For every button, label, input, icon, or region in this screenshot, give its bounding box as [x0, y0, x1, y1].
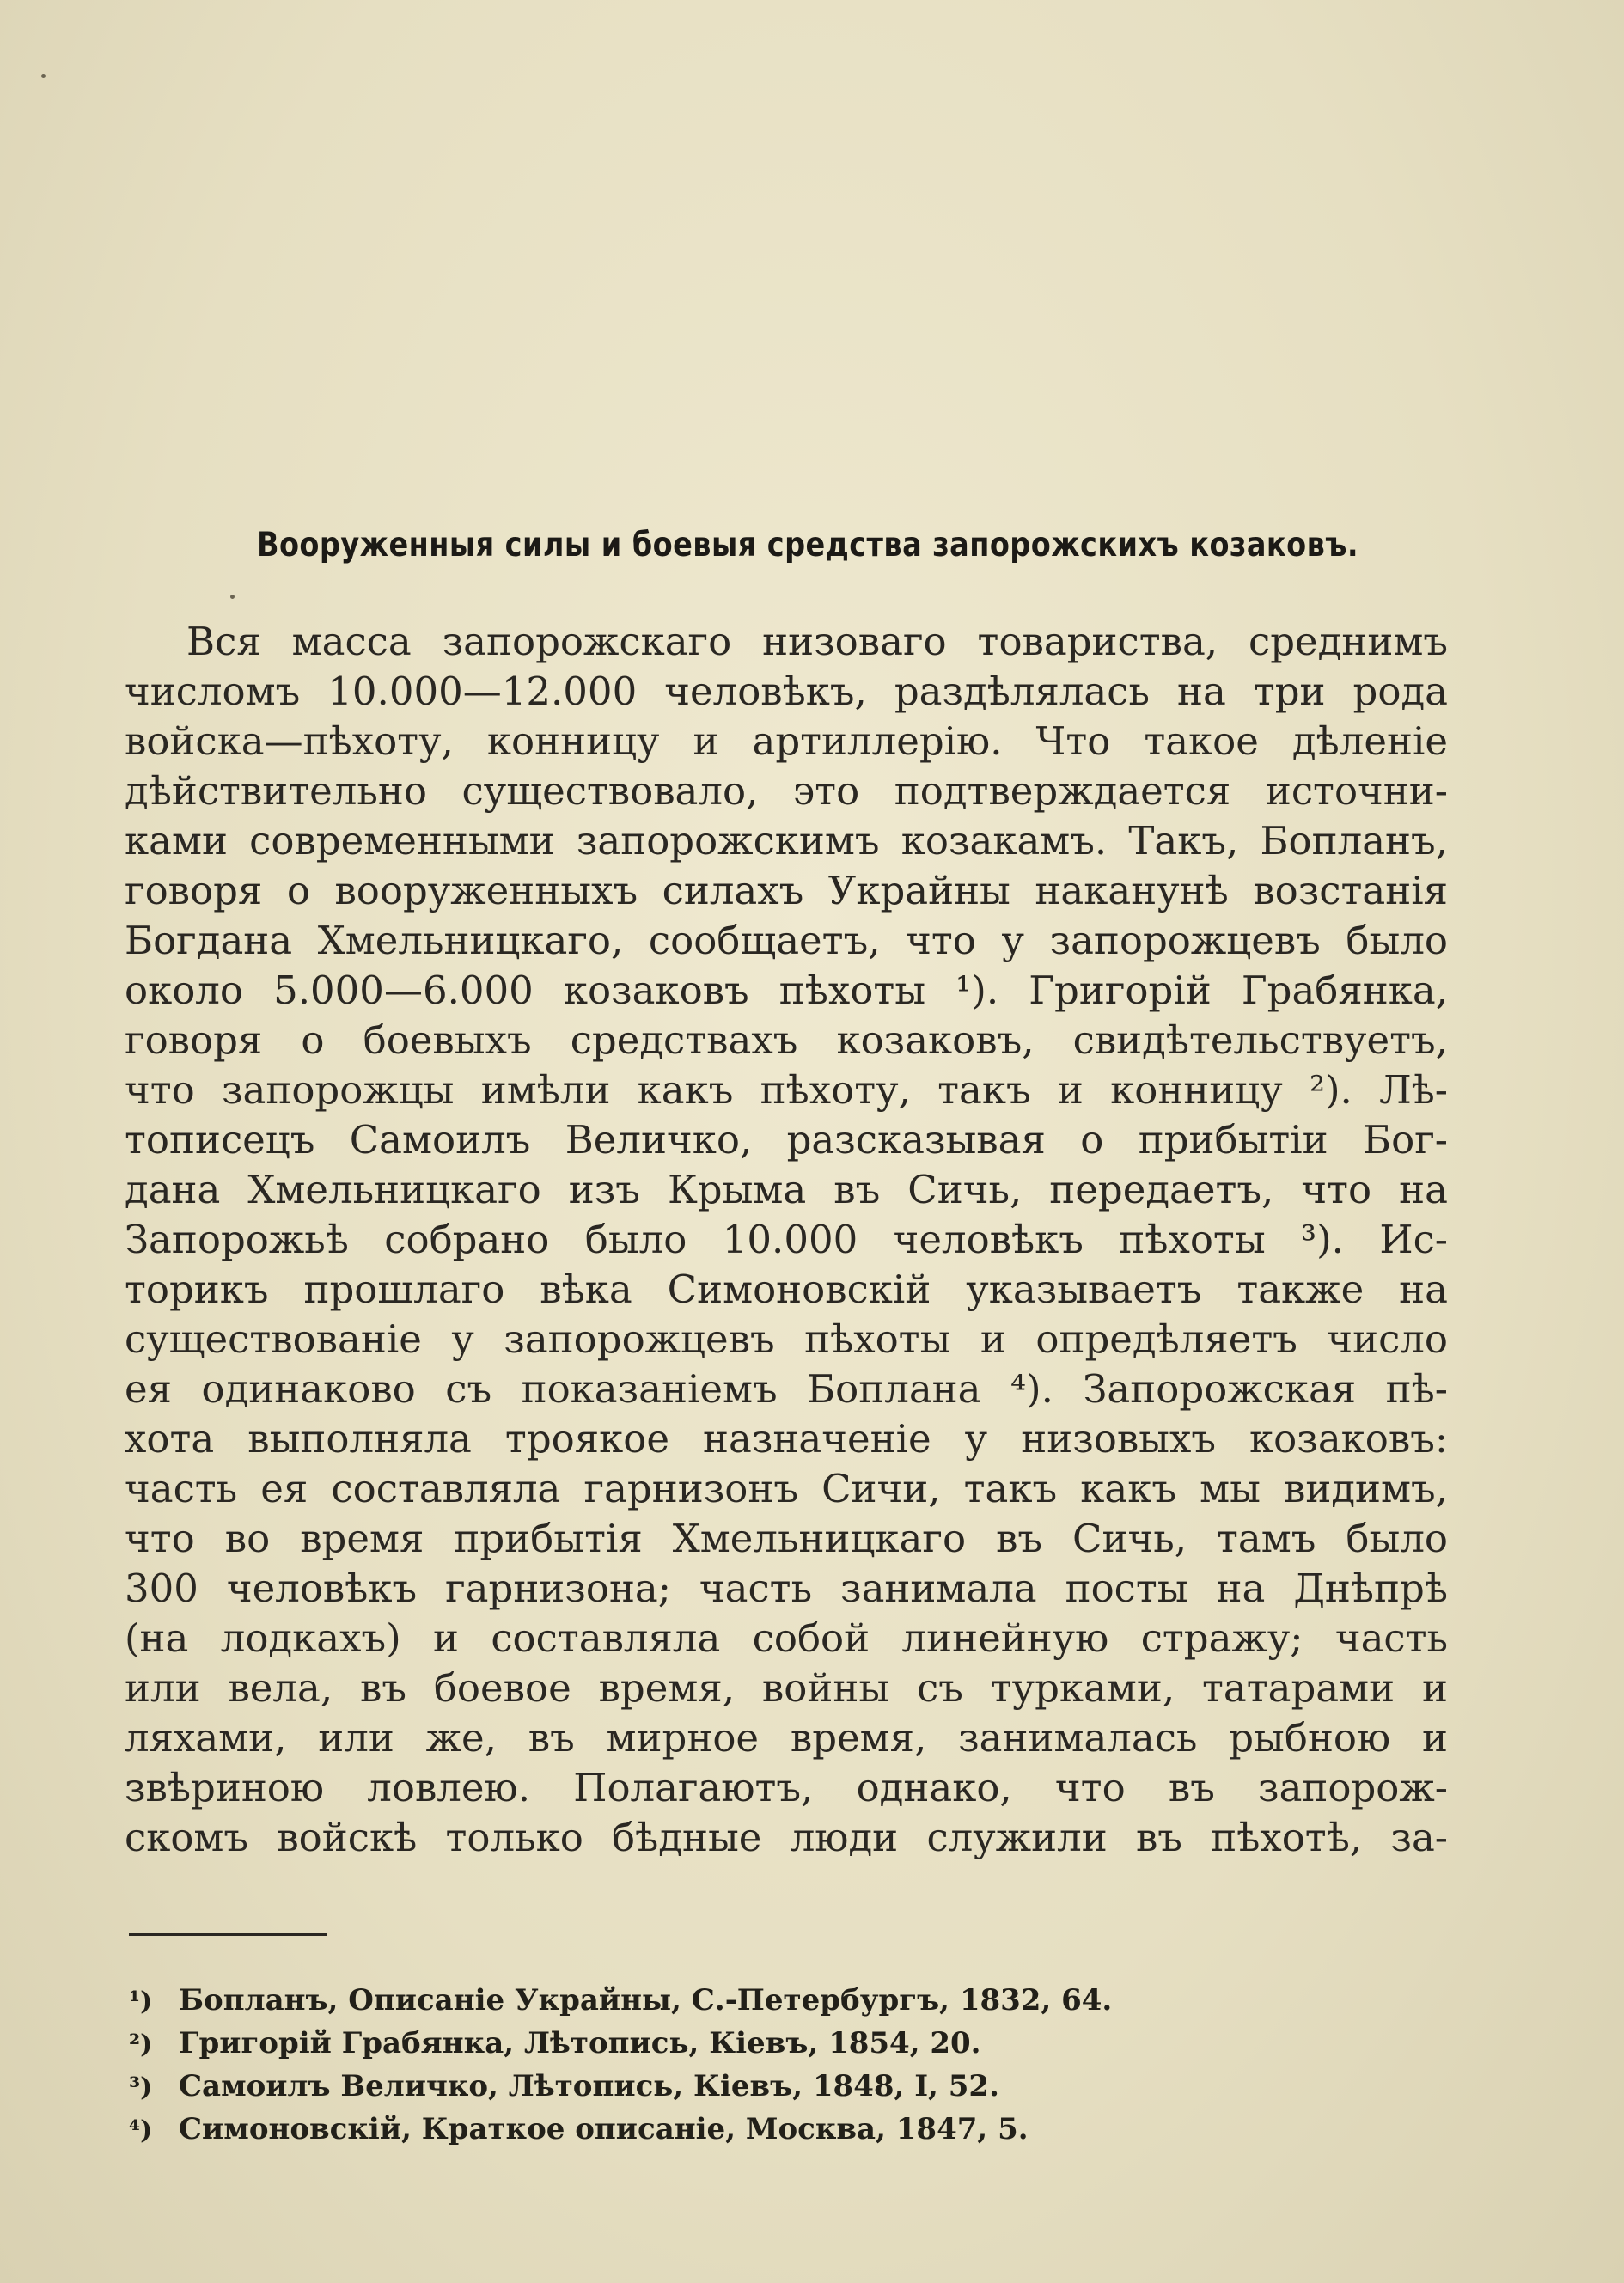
- footnote-mark: ³): [129, 2072, 153, 2103]
- body-line: что запорожцы имѣли какъ пѣхоту, такъ и конницу ²). Лѣ-: [125, 1067, 1448, 1113]
- body-paragraph: [125, 617, 1448, 1863]
- body-line: войска—пѣхоту, конницу и артиллерію. Что такое дѣленіе: [125, 718, 1448, 764]
- body-line: хота выполняла троякое назначеніе у низовыхъ козаковъ:: [125, 1416, 1448, 1462]
- body-line: 300 человѣкъ гарнизона; часть занимала посты на Днѣпрѣ: [125, 1566, 1448, 1611]
- body-line: (на лодкахъ) и составляла собой линейную стражу; часть: [125, 1615, 1448, 1661]
- body-line: Богдана Хмельницкаго, сообщаетъ, что у запорожцевъ было: [125, 918, 1448, 963]
- body-line: дана Хмельницкаго изъ Крыма въ Сичь, передаетъ, что на: [125, 1167, 1448, 1212]
- footnote-text: Самоилъ Величко, Лѣтопись, Кіевъ, 1848, I, 52.: [179, 2069, 999, 2103]
- footnote-mark: ²): [129, 2030, 153, 2060]
- body-line: ея одинаково съ показаніемъ Боплана ⁴). Запорожская пѣ-: [125, 1366, 1448, 1412]
- footnote: [129, 1979, 1375, 2022]
- footnote-rule: [129, 1933, 327, 1936]
- body-line: Запорожьѣ собрано было 10.000 человѣкъ пѣхоты ³). Ис-: [125, 1217, 1448, 1262]
- footnote-text: Григорій Грабянка, Лѣтопись, Кіевъ, 1854, 20.: [179, 2026, 981, 2060]
- body-line: скомъ войскѣ только бѣдные люди служили въ пѣхотѣ, за-: [125, 1815, 1448, 1860]
- footnotes: [129, 1979, 1375, 2151]
- body-line: около 5.000—6.000 козаковъ пѣхоты ¹). Григорій Грабянка,: [125, 968, 1448, 1013]
- paper-speck: [230, 595, 235, 599]
- footnote-mark: ¹): [129, 1987, 153, 2017]
- body-line: ками современными запорожскимъ козакамъ. Такъ, Бопланъ,: [125, 818, 1448, 864]
- footnote-text: Бопланъ, Описаніе Украйны, С.-Петербургъ, 1832, 64.: [179, 1983, 1113, 2017]
- body-line: часть ея составляла гарнизонъ Сичи, такъ какъ мы видимъ,: [125, 1466, 1448, 1511]
- footnote: [129, 2065, 1375, 2108]
- body-line: существованіе у запорожцевъ пѣхоты и опредѣляетъ число: [125, 1316, 1448, 1362]
- footnote: [129, 2108, 1375, 2151]
- body-line: тописецъ Самоилъ Величко, разсказывая о прибытіи Бог-: [125, 1117, 1448, 1163]
- body-line: ляхами, или же, въ мирное время, занималась рыбною и: [125, 1715, 1448, 1761]
- body-line: торикъ прошлаго вѣка Симоновскій указываетъ также на: [125, 1267, 1448, 1312]
- paper-speck: [41, 74, 46, 78]
- body-line: говоря о боевыхъ средствахъ козаковъ, свидѣтельствуетъ,: [125, 1017, 1448, 1063]
- body-line: что во время прибытія Хмельницкаго въ Сичь, тамъ было: [125, 1516, 1448, 1561]
- body-line: дѣйствительно существовало, это подтверждается источни-: [125, 768, 1448, 814]
- body-line: говоря о вооруженныхъ силахъ Украйны наканунѣ возстанія: [125, 868, 1448, 913]
- body-line: Вся масса запорожскаго низоваго товариства, среднимъ: [186, 619, 1448, 664]
- section-heading: Вооруженныя силы и боевыя средства запорожскихъ козаковъ.: [256, 526, 1359, 565]
- body-line: числомъ 10.000—12.000 человѣкъ, раздѣлялась на три рода: [125, 668, 1448, 714]
- body-line: звѣриною ловлею. Полагаютъ, однако, что въ запорож-: [125, 1765, 1448, 1810]
- footnote: [129, 2022, 1375, 2065]
- body-line: или вела, въ боевое время, войны съ турками, татарами и: [125, 1665, 1448, 1711]
- footnote-mark: ⁴): [129, 2115, 153, 2146]
- footnote-text: Симоновскій, Краткое описаніе, Москва, 1847, 5.: [179, 2112, 1029, 2146]
